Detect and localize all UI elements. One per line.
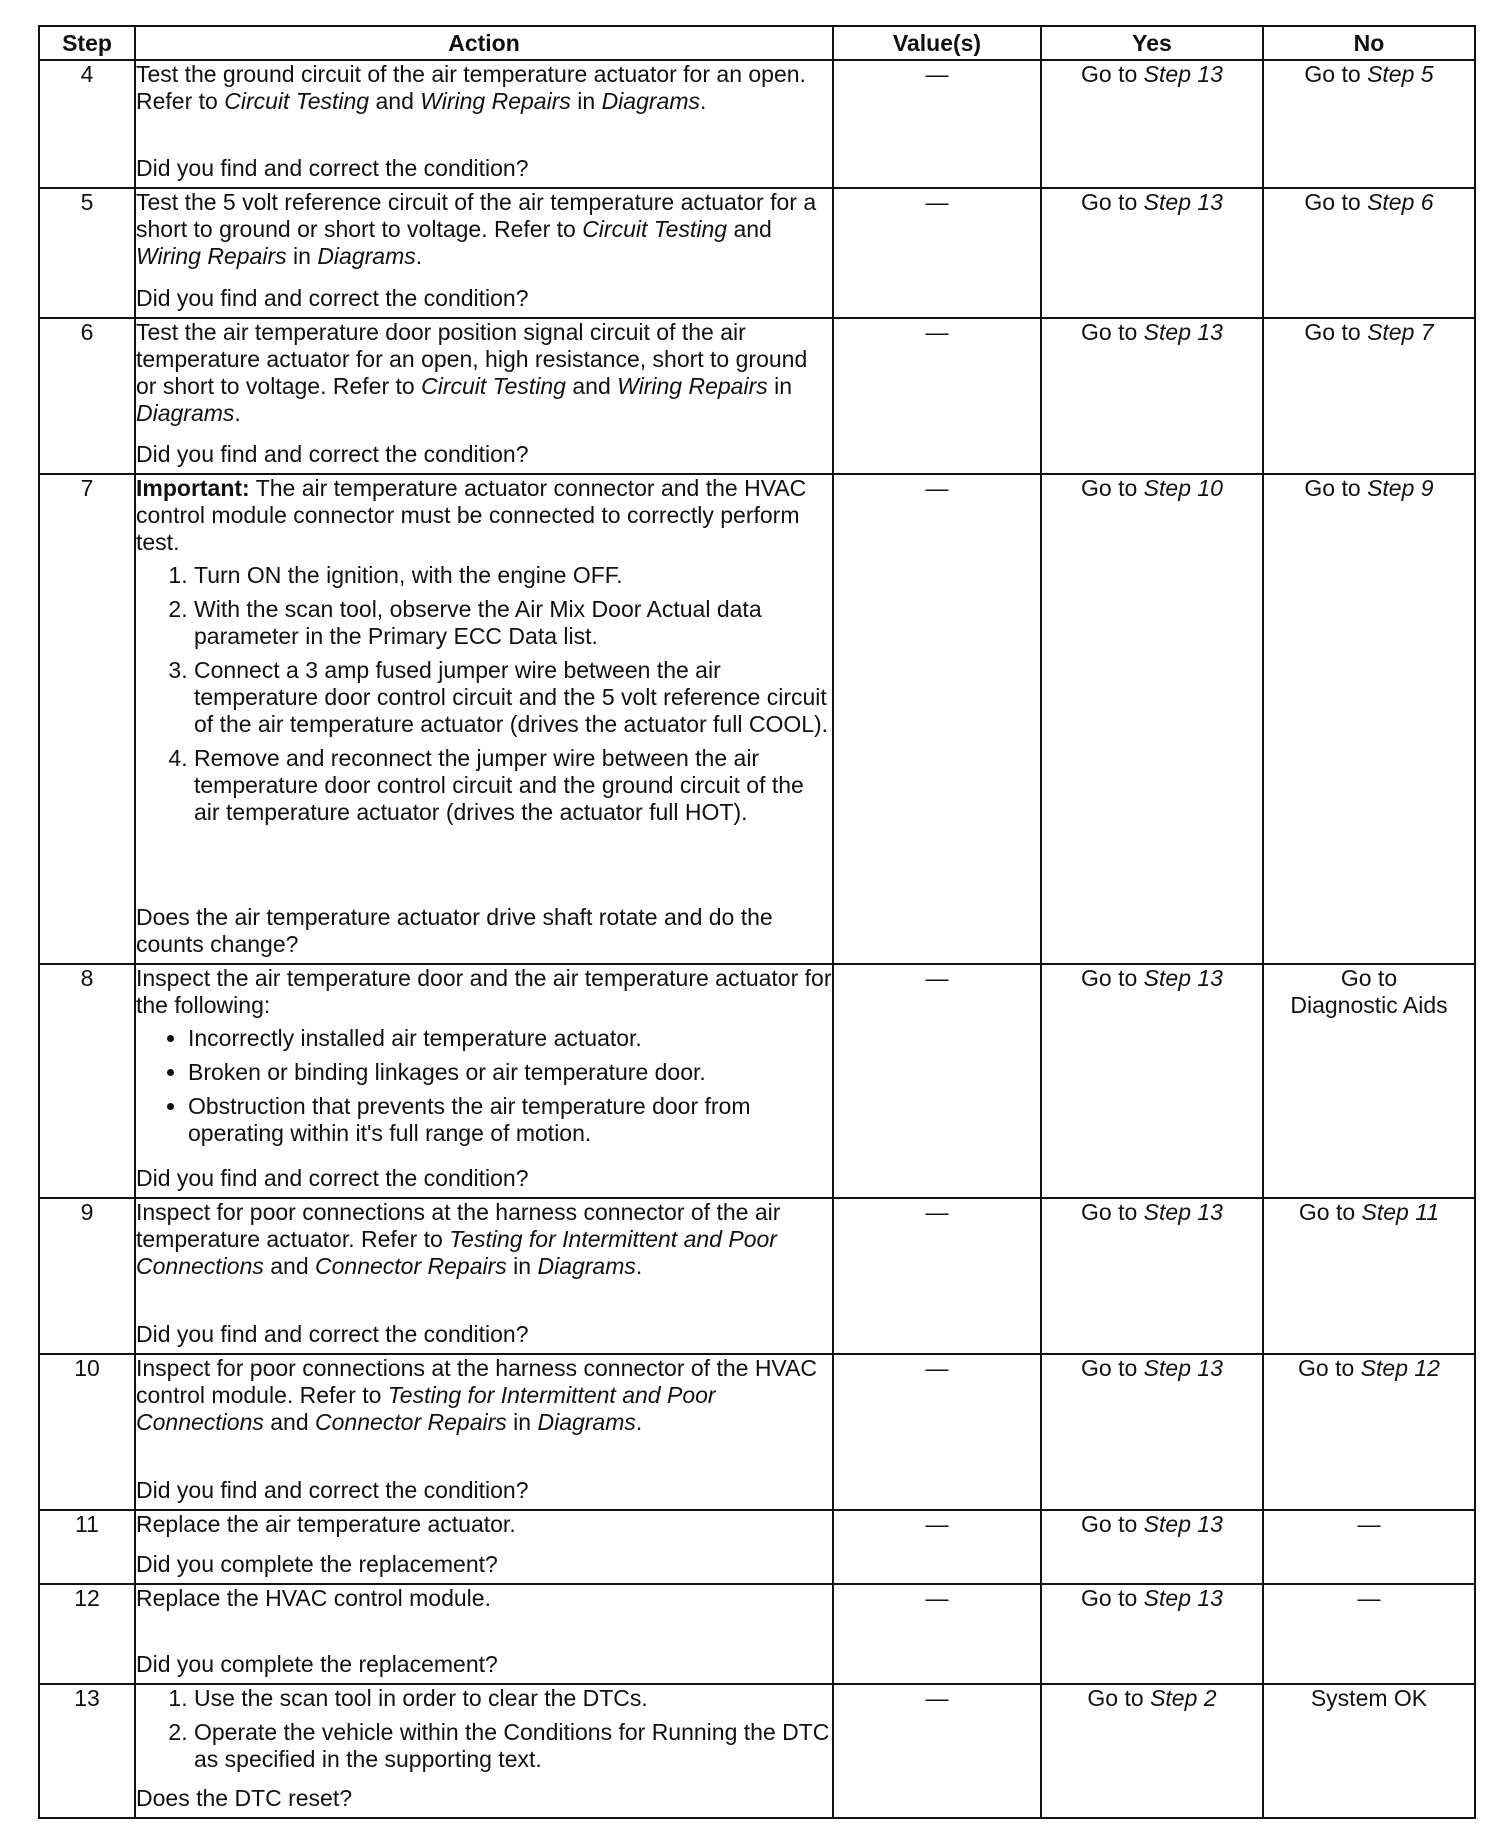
action-cell: [135, 1354, 833, 1510]
question-text: Did you find and correct the condition?: [136, 441, 529, 467]
list-item: • Broken or binding linkages or air temperature door.: [188, 1059, 832, 1086]
value-cell: —: [833, 1198, 1041, 1354]
step-number: 12: [39, 1584, 135, 1684]
procedure-list: [136, 562, 832, 826]
table-row: [39, 318, 1475, 474]
no-cell: Go to Diagnostic Aids: [1263, 964, 1475, 1198]
value-cell: —: [833, 1584, 1041, 1684]
value-cell: —: [833, 318, 1041, 474]
question-text: Did you find and correct the condition?: [136, 1321, 529, 1347]
yes-cell: Go to Step 13: [1041, 318, 1263, 474]
no-cell: System OK: [1263, 1684, 1475, 1818]
list-item: 2. With the scan tool, observe the Air Mix Door Actual data parameter in the Primary ECC Data list.: [194, 596, 832, 650]
action-cell: [135, 964, 833, 1198]
yes-cell: Go to Step 13: [1041, 1584, 1263, 1684]
no-cell: Go to Step 6: [1263, 188, 1475, 318]
value-cell: —: [833, 188, 1041, 318]
step-number: 7: [39, 474, 135, 964]
question-text: Did you complete the replacement?: [136, 1651, 498, 1677]
action-text: Test the ground circuit of the air temperature actuator for an open. Refer to Circuit Testing and Wiring Repairs in Diagrams.: [136, 61, 806, 114]
step-number: 10: [39, 1354, 135, 1510]
step-number: 8: [39, 964, 135, 1198]
no-cell: Go to Step 11: [1263, 1198, 1475, 1354]
action-text: Inspect the air temperature door and the air temperature actuator for the following:: [136, 965, 832, 1018]
table-row: [39, 964, 1475, 1198]
question-text: Did you complete the replacement?: [136, 1551, 498, 1577]
action-cell: [135, 1684, 833, 1818]
question-text: Does the DTC reset?: [136, 1785, 353, 1811]
header-action: Action: [135, 26, 833, 60]
list-item: 1. Use the scan tool in order to clear the DTCs.: [194, 1685, 832, 1712]
table-row: [39, 1198, 1475, 1354]
question-text: Did you find and correct the condition?: [136, 1165, 529, 1191]
action-cell: [135, 188, 833, 318]
important-note: Important: The air temperature actuator connector and the HVAC control module connector must be connected to correctly perform test.: [136, 475, 807, 555]
yes-cell: Go to Step 13: [1041, 188, 1263, 318]
question-text: Did you find and correct the condition?: [136, 155, 529, 181]
action-text: Inspect for poor connections at the harness connector of the HVAC control module. Refer to Testing for Intermittent and Poor Connections and Connector Repairs in Diagrams.: [136, 1355, 818, 1435]
action-cell: [135, 1510, 833, 1584]
action-cell: [135, 60, 833, 188]
yes-cell: Go to Step 13: [1041, 1510, 1263, 1584]
no-cell: Go to Step 12: [1263, 1354, 1475, 1510]
question-text: Did you find and correct the condition?: [136, 1477, 529, 1503]
action-text: Test the 5 volt reference circuit of the air temperature actuator for a short to ground or short to voltage. Refer to Circuit Testing and Wiring Repairs in Diagrams.: [136, 189, 817, 269]
header-no: No: [1263, 26, 1475, 60]
step-number: 4: [39, 60, 135, 188]
action-cell: [135, 474, 833, 964]
header-row: [39, 26, 1475, 60]
question-text: Does the air temperature actuator drive shaft rotate and do the counts change?: [136, 904, 773, 957]
yes-cell: Go to Step 10: [1041, 474, 1263, 964]
step-number: 9: [39, 1198, 135, 1354]
no-cell: —: [1263, 1510, 1475, 1584]
yes-cell: Go to Step 13: [1041, 1354, 1263, 1510]
step-number: 6: [39, 318, 135, 474]
step-number: 5: [39, 188, 135, 318]
header-yes: Yes: [1041, 26, 1263, 60]
yes-cell: Go to Step 13: [1041, 60, 1263, 188]
list-item: 4. Remove and reconnect the jumper wire between the air temperature door control circuit and the ground circuit of the air temperature actuator (drives the actuator full HOT).: [194, 745, 832, 826]
inspection-list: [136, 1025, 832, 1147]
table-row: [39, 1584, 1475, 1684]
table-row: [39, 60, 1475, 188]
no-cell: Go to Step 7: [1263, 318, 1475, 474]
action-cell: [135, 1198, 833, 1354]
action-text: Test the air temperature door position signal circuit of the air temperature actuator for an open, high resistance, short to ground or short to voltage. Refer to Circuit Testing and Wiring Repairs in Diagrams.: [136, 319, 808, 426]
table-row: [39, 1684, 1475, 1818]
action-text: Replace the HVAC control module.: [136, 1585, 491, 1611]
yes-cell: Go to Step 13: [1041, 964, 1263, 1198]
step-number: 13: [39, 1684, 135, 1818]
value-cell: —: [833, 474, 1041, 964]
list-item: • Obstruction that prevents the air temperature door from operating within it's full range of motion.: [188, 1093, 832, 1147]
no-cell: —: [1263, 1584, 1475, 1684]
action-text: Inspect for poor connections at the harness connector of the air temperature actuator. Refer to Testing for Intermittent and Poor Connections and Connector Repairs in Diagrams.: [136, 1199, 781, 1279]
list-item: 2. Operate the vehicle within the Conditions for Running the DTC as specified in the supporting text.: [194, 1719, 832, 1773]
action-cell: [135, 1584, 833, 1684]
action-cell: [135, 318, 833, 474]
header-step: Step: [39, 26, 135, 60]
question-text: Did you find and correct the condition?: [136, 285, 529, 311]
yes-cell: Go to Step 13: [1041, 1198, 1263, 1354]
value-cell: —: [833, 1354, 1041, 1510]
table-row: [39, 1510, 1475, 1584]
header-values: Value(s): [833, 26, 1041, 60]
procedure-list: [136, 1685, 832, 1780]
table-row: [39, 1354, 1475, 1510]
diagnostic-table: [38, 25, 1476, 1819]
table-row: [39, 188, 1475, 318]
action-text: Replace the air temperature actuator.: [136, 1511, 516, 1537]
value-cell: —: [833, 964, 1041, 1198]
table-row: [39, 474, 1475, 964]
step-number: 11: [39, 1510, 135, 1584]
list-item: 3. Connect a 3 amp fused jumper wire between the air temperature door control circuit and the 5 volt reference circuit of the air temperature actuator (drives the actuator full COOL).: [194, 657, 832, 738]
value-cell: —: [833, 1684, 1041, 1818]
list-item: • Incorrectly installed air temperature actuator.: [188, 1025, 832, 1052]
no-cell: Go to Step 9: [1263, 474, 1475, 964]
list-item: 1. Turn ON the ignition, with the engine OFF.: [194, 562, 832, 589]
yes-cell: Go to Step 2: [1041, 1684, 1263, 1818]
no-cell: Go to Step 5: [1263, 60, 1475, 188]
value-cell: —: [833, 60, 1041, 188]
value-cell: —: [833, 1510, 1041, 1584]
